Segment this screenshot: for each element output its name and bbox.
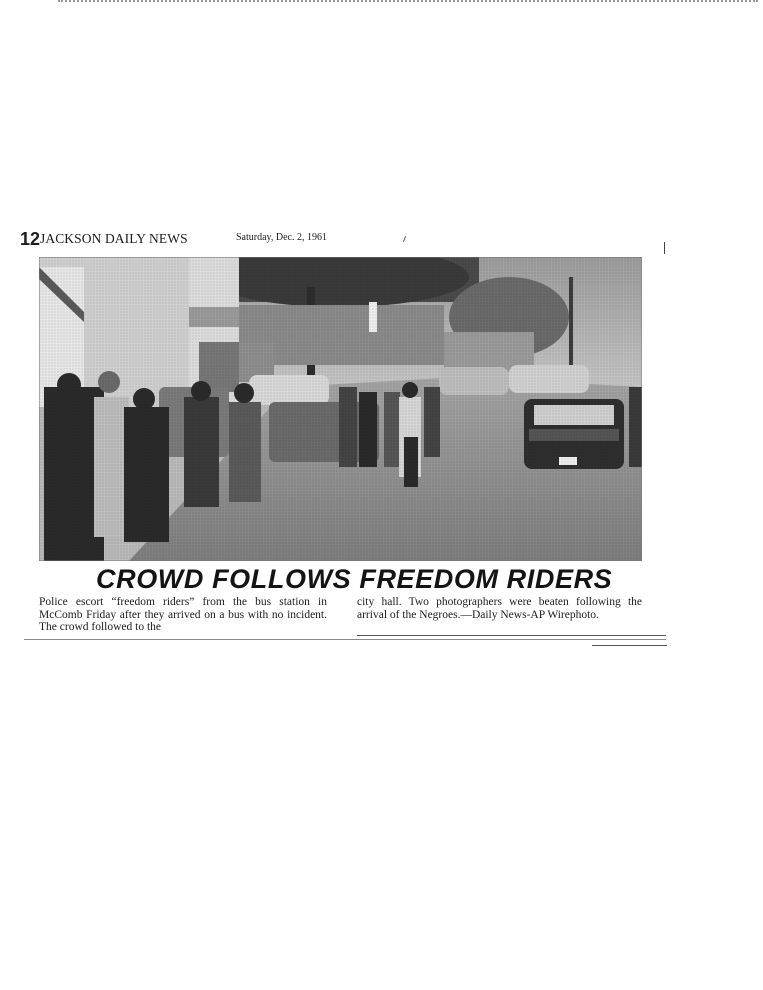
wirephoto: [39, 257, 642, 561]
caption-column-2: city hall. Two photographers were beaten following the arrival of the Negroes.—Daily News-AP Wirephoto.: [357, 596, 642, 621]
wirephoto-street-scene: [39, 257, 642, 561]
newspaper-name: JACKSON DAILY NEWS: [40, 231, 188, 246]
scan-speck: [664, 242, 665, 254]
column-rule: [592, 645, 667, 646]
scan-edge-dots: [58, 0, 758, 5]
masthead: [20, 229, 440, 251]
edition-date: Saturday, Dec. 2, 1961: [236, 232, 327, 243]
caption-column-1: Police escort “freedom riders” from the bus station in McComb Friday after they arrived on a bus with no incident. The crowd followed to the: [39, 596, 327, 633]
column-rule: [357, 635, 666, 636]
column-rule: [24, 639, 666, 640]
headline: CROWD FOLLOWS FREEDOM RIDERS: [96, 564, 613, 594]
page-number: 12: [20, 229, 41, 249]
